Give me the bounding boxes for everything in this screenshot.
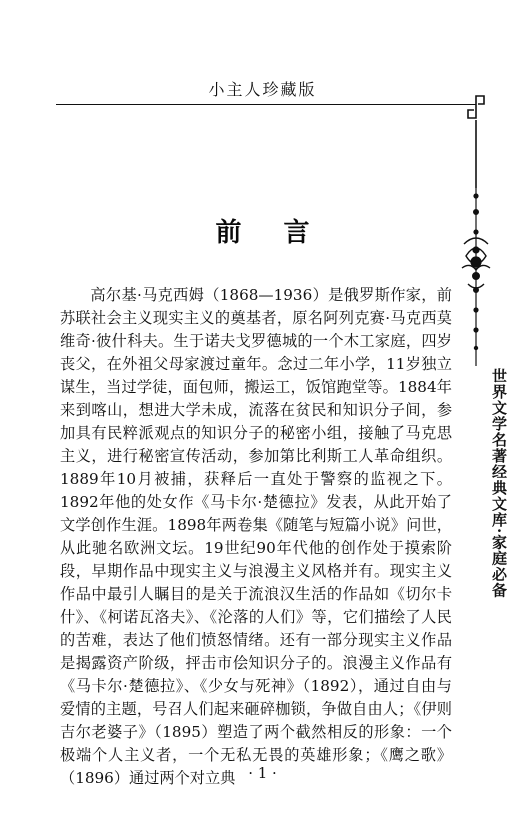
page-number: · 1 · — [248, 764, 277, 782]
preface-paragraph: 高尔基·马克西姆（1868—1936）是俄罗斯作家，前苏联社会主义现实主义的奠基者，原名阿列克赛·马克西莫维奇·彼什科夫。生于诺夫戈罗德城的一个木工家庭，四岁丧父，在外祖父母家渡过童年。念过二年小学，11岁独立谋生，当过学徒，面包师，搬运工，饭馆跑堂等。1884年来到喀山，想进大学未成，流落在贫民和知识分子间，参加具有民粹派观点的知识分子的秘密小组，接触了马克思主义，进行秘密宣传活动，参加第比利斯工人革命组织。1889年10月被捕，获释后一直处于警察的监视之下。1892年他的处女作《马卡尔·楚德拉》发表，从此开始了文学创作生涯。1898年两卷集《随笔与短篇小说》问世，从此驰名欧洲文坛。19世纪90年代他的创作处于摸索阶段，早期作品中现实主义与浪漫主义风格并有。现实主义作品中最引人瞩目的是关于流浪汉生活的作品如《切尔卡什》、《柯诺瓦洛夫》、《沦落的人们》等，它们描绘了人民的苦难，表达了他们愤怒情绪。还有一部分现实主义作品是揭露资产阶级，抨击市侩知识分子的。浪漫主义作品有《马卡尔·楚德拉》、《少女与死神》（1892），通过自由与爱情的主题，号召人们起来砸碎枷锁，争做自由人；《伊则吉尔老婆子》（1895）塑造了两个截然相反的形象：一个极端个人主义者，一个无私无畏的英雄形象；《鹰之歌》（1896）通过两个对立典 — [60, 286, 452, 787]
spine-series-title: 世界文学名著经典文库·家庭必备 — [490, 368, 508, 599]
preface-body — [60, 284, 452, 790]
header-rule — [56, 104, 476, 105]
page-title: 前言 — [215, 218, 352, 248]
series-edition-header: 小主人珍藏版 — [208, 80, 317, 99]
